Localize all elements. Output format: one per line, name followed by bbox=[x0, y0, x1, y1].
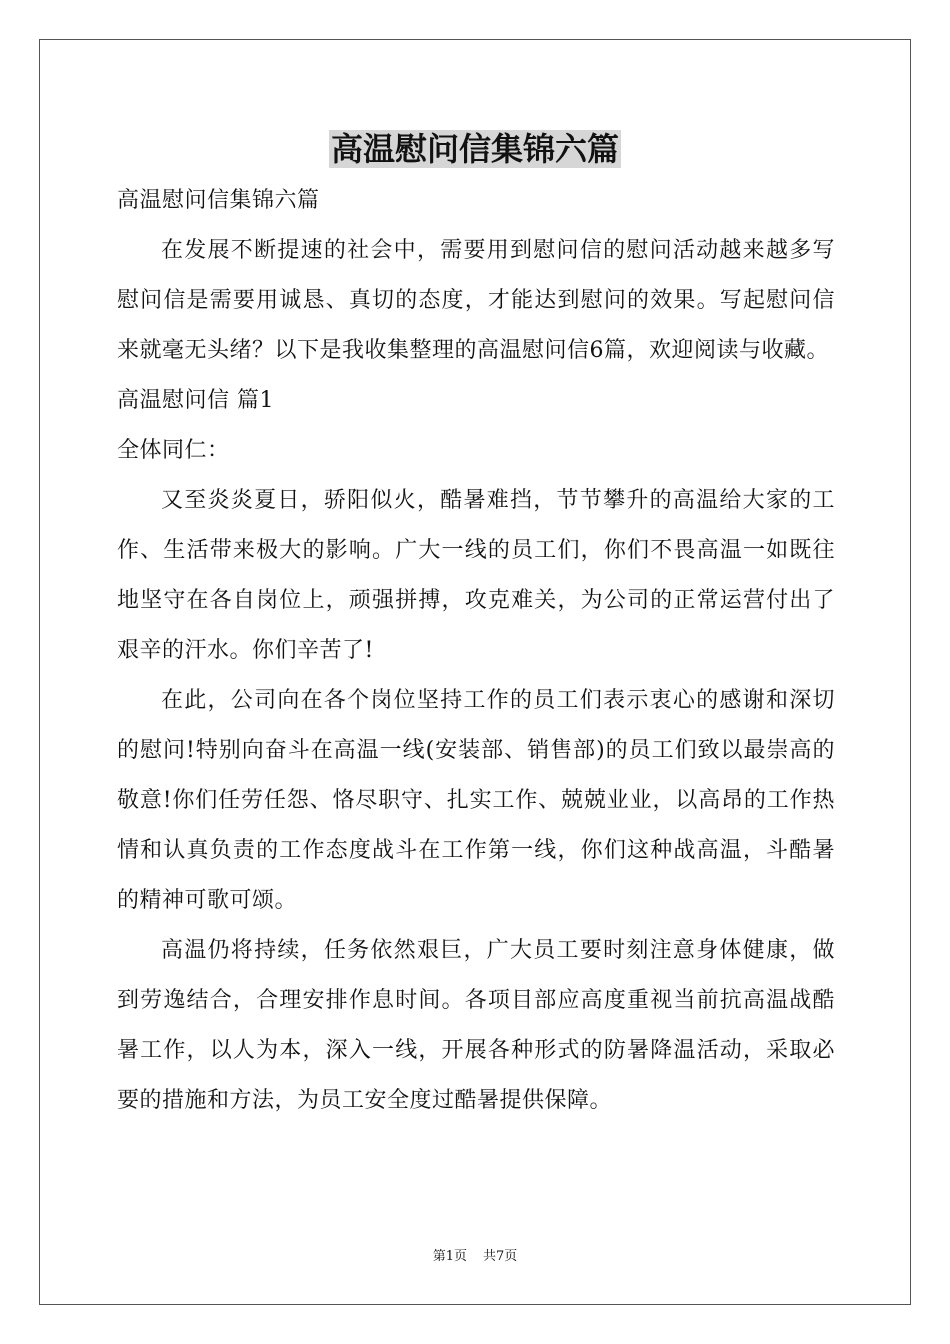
body-subtitle: 高温慰问信集锦六篇 bbox=[117, 188, 320, 213]
body-paragraph: 高温仍将持续，任务依然艰巨，广大员工要时刻注意身体健康，做到劳逸结合，合理安排作息时间。各项目部应高度重视当前抗高温战酷暑工作，以人为本，深入一线，开展各种形式的防暑降温活动，采取必要的措施和方法，为员工安全度过酷暑提供保障。 bbox=[117, 938, 835, 1113]
body-paragraph: 又至炎炎夏日，骄阳似火，酷暑难挡，节节攀升的高温给大家的工作、生活带来极大的影响。广大一线的员工们，你们不畏高温一如既往地坚守在各自岗位上，顽强拼搏，攻克难关，为公司的正常运营付出了艰辛的汗水。你们辛苦了! bbox=[117, 488, 835, 663]
document-title bbox=[0, 127, 950, 171]
body-paragraph: 在此，公司向在各个岗位坚持工作的员工们表示衷心的感谢和深切的慰问!特别向奋斗在高温一线(安装部、销售部)的员工们致以最崇高的敬意!你们任劳任怨、恪尽职守、扎实工作、兢兢业业，以高昂的工作热情和认真负责的工作态度战斗在工作第一线，你们这种战高温，斗酷暑的精神可歌可颂。 bbox=[117, 688, 835, 913]
intro-paragraph: 在发展不断提速的社会中，需要用到慰问信的慰问活动越来越多写慰问信是需要用诚恳、真切的态度，才能达到慰问的效果。写起慰问信来就毫无头绪？以下是我收集整理的高温慰问信6篇，欢迎阅读与收藏。 bbox=[117, 238, 835, 363]
page-total: 共7页 bbox=[483, 1249, 518, 1264]
document-body bbox=[117, 176, 835, 1126]
page-footer bbox=[0, 1248, 950, 1266]
salutation: 全体同仁： bbox=[117, 438, 230, 463]
page-number: 第1页 bbox=[432, 1249, 467, 1264]
document-title-text: 高温慰问信集锦六篇 bbox=[330, 130, 619, 168]
section-heading: 高温慰问信 篇1 bbox=[117, 388, 274, 413]
